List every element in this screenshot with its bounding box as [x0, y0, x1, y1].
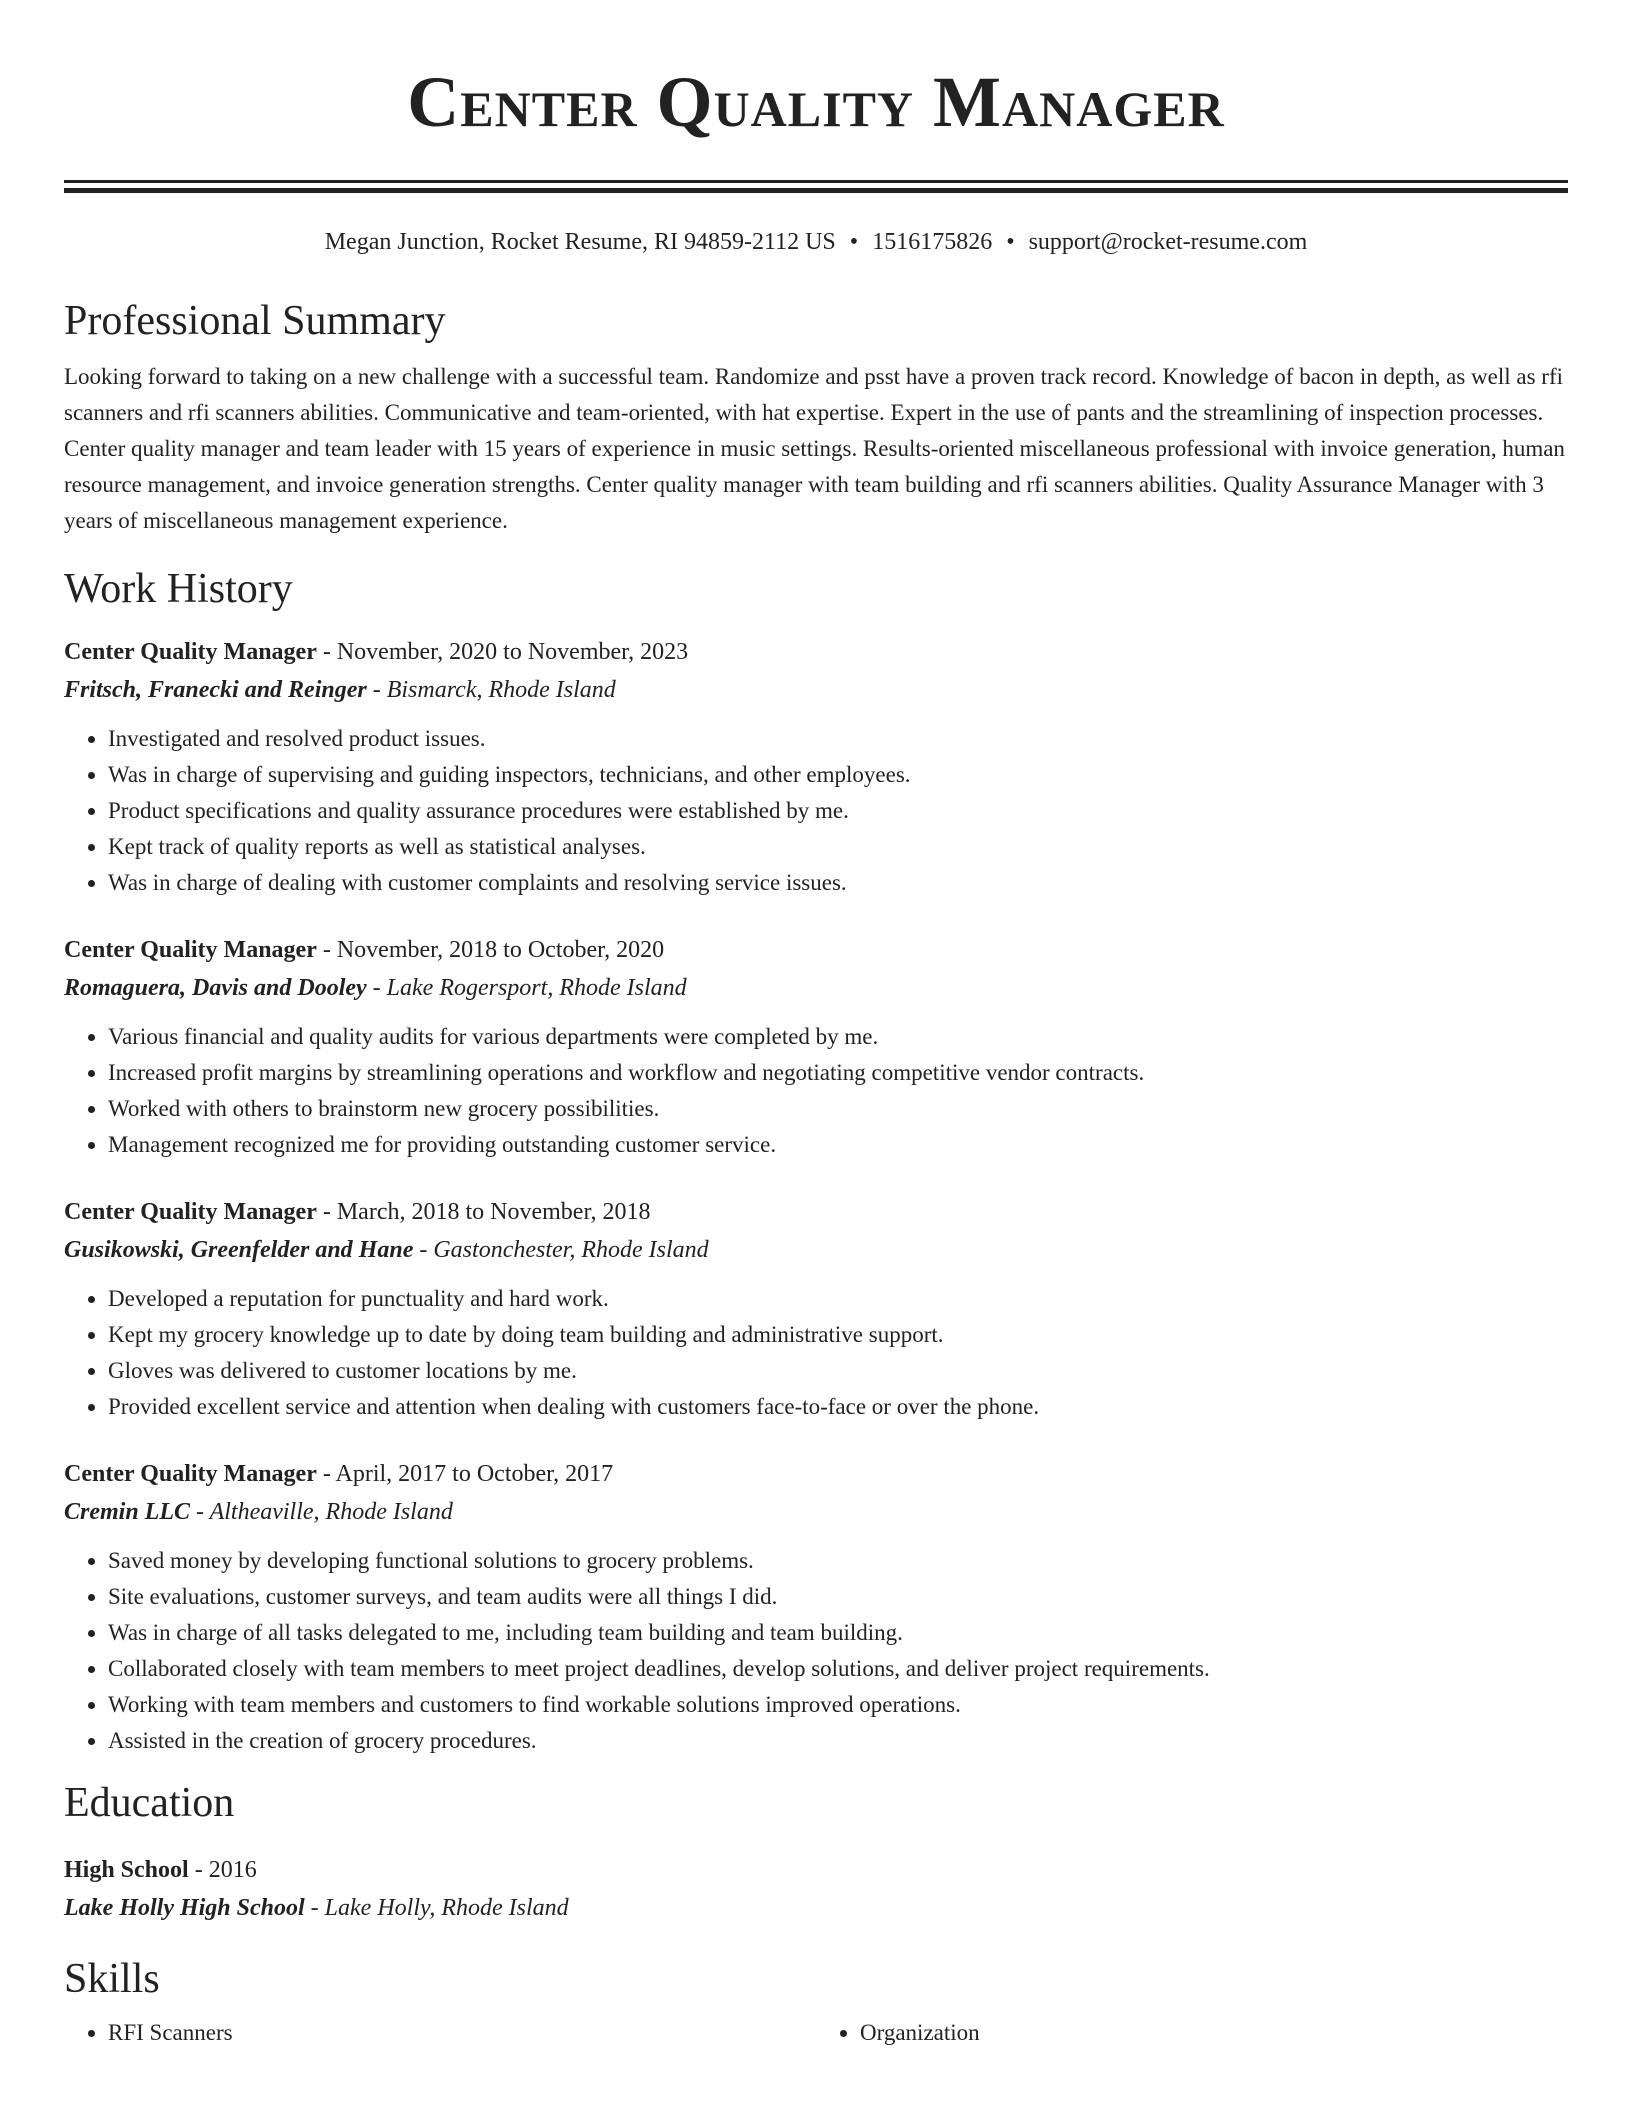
job-company: Fritsch, Franecki and Reinger: [64, 677, 367, 703]
job-bullet: • Management recognized me for providing outstanding customer service.: [108, 1127, 1568, 1163]
job-dates: - March, 2018 to November, 2018: [316, 1199, 651, 1225]
education-school-line: [64, 1889, 1568, 1927]
job-company: Gusikowski, Greenfelder and Hane: [64, 1237, 414, 1263]
contact-phone: 1516175826: [872, 229, 993, 255]
section-title-work-history: Work History: [64, 566, 293, 612]
job-bullet: • Provided excellent service and attention when dealing with customers face-to-face or over the phone.: [108, 1389, 1568, 1425]
job-bullet: • Developed a reputation for punctuality and hard work.: [108, 1281, 1568, 1317]
section-title-skills: Skills: [64, 1956, 160, 2002]
job-bullet: • Was in charge of dealing with customer complaints and resolving service issues.: [108, 865, 1568, 901]
job-bullet: • Product specifications and quality assurance procedures were established by me.: [108, 793, 1568, 829]
contact-separator: •: [849, 229, 859, 255]
job-bullet: • Collaborated closely with team members to meet project deadlines, develop solutions, and deliver project requirements.: [108, 1651, 1568, 1687]
job-bullet: • Kept track of quality reports as well as statistical analyses.: [108, 829, 1568, 865]
job-company-line: [64, 671, 1568, 709]
job-bullet: • Site evaluations, customer surveys, and team audits were all things I did.: [108, 1579, 1568, 1615]
job-entry: [64, 1455, 1568, 1759]
job-entry: [64, 633, 1568, 901]
work-history-list: [64, 633, 1568, 1759]
job-company-line: [64, 1231, 1568, 1269]
education-entry: [64, 1851, 1568, 1927]
section-title-education: Education: [64, 1780, 235, 1826]
education-degree: High School: [64, 1857, 189, 1883]
summary-text: Looking forward to taking on a new challenge with a successful team. Randomize and psst have a proven track record. Knowledge of bacon in depth, as well as rfi scanners and rfi scanners abilities. Communicative and team-oriented, with hat expertise. Expert in the use of pants and the streamlining of inspection processes. Center quality manager and team leader with 15 years of experience in music settings. Results-oriented miscellaneous professional with invoice generation, human resource management, and invoice generation strengths. Center quality manager with team building and rfi scanners abilities. Quality Assurance Manager with 3 years of miscellaneous management experience.: [64, 364, 1565, 533]
job-company-line: [64, 1493, 1568, 1531]
job-company: Cremin LLC: [64, 1499, 191, 1525]
skill-item: • Organization: [860, 2015, 1568, 2051]
resume-name: Center Quality Manager: [407, 62, 1225, 142]
job-dates: - November, 2018 to October, 2020: [316, 937, 665, 963]
job-title-line: [64, 633, 1568, 671]
contact-address: Megan Junction, Rocket Resume, RI 94859-2112 US: [324, 229, 836, 255]
job-company: Romaguera, Davis and Dooley: [64, 975, 367, 1001]
job-dates: - November, 2020 to November, 2023: [316, 639, 689, 665]
job-location: - Bismarck, Rhode Island: [366, 677, 616, 703]
job-bullet: • Was in charge of supervising and guiding inspectors, technicians, and other employees.: [108, 757, 1568, 793]
header-double-rule: [64, 180, 1568, 193]
job-title: Center Quality Manager: [64, 639, 317, 665]
job-location: - Lake Rogersport, Rhode Island: [366, 975, 687, 1001]
job-bullets: [64, 721, 1568, 901]
section-title-summary: Professional Summary: [64, 298, 446, 344]
job-bullet: • Saved money by developing functional solutions to grocery problems.: [108, 1543, 1568, 1579]
job-location: - Gastonchester, Rhode Island: [413, 1237, 709, 1263]
skills-grid: [64, 2015, 1568, 2051]
job-bullets: [64, 1019, 1568, 1163]
job-title: Center Quality Manager: [64, 1461, 317, 1487]
contact-line: [64, 227, 1568, 257]
job-dates: - April, 2017 to October, 2017: [316, 1461, 614, 1487]
job-bullet: • Investigated and resolved product issues.: [108, 721, 1568, 757]
job-entry: [64, 1193, 1568, 1425]
job-title: Center Quality Manager: [64, 937, 317, 963]
education-school: Lake Holly High School: [64, 1895, 305, 1921]
contact-email: support@rocket-resume.com: [1028, 229, 1308, 255]
education-year: - 2016: [188, 1857, 257, 1883]
job-bullets: [64, 1543, 1568, 1759]
contact-separator: •: [1006, 229, 1015, 255]
job-bullet: • Was in charge of all tasks delegated to me, including team building and team building.: [108, 1615, 1568, 1651]
job-bullet: • Various financial and quality audits for various departments were completed by me.: [108, 1019, 1568, 1055]
education-location: - Lake Holly, Rhode Island: [304, 1895, 569, 1921]
job-bullet: • Worked with others to brainstorm new grocery possibilities.: [108, 1091, 1568, 1127]
education-degree-line: [64, 1851, 1568, 1889]
job-bullet: • Increased profit margins by streamlining operations and workflow and negotiating competitive vendor contracts.: [108, 1055, 1568, 1091]
job-title-line: [64, 1193, 1568, 1231]
skill-item: • RFI Scanners: [108, 2015, 816, 2051]
job-bullets: [64, 1281, 1568, 1425]
job-title-line: [64, 931, 1568, 969]
job-company-line: [64, 969, 1568, 1007]
job-bullet: • Assisted in the creation of grocery procedures.: [108, 1723, 1568, 1759]
job-bullet: • Gloves was delivered to customer locations by me.: [108, 1353, 1568, 1389]
job-bullet: • Kept my grocery knowledge up to date by doing team building and administrative support.: [108, 1317, 1568, 1353]
job-title: Center Quality Manager: [64, 1199, 317, 1225]
skills-column-right: [816, 2015, 1568, 2051]
job-location: - Altheaville, Rhode Island: [190, 1499, 453, 1525]
skills-column-left: [64, 2015, 816, 2051]
job-entry: [64, 931, 1568, 1163]
job-bullet: • Working with team members and customers to find workable solutions improved operations.: [108, 1687, 1568, 1723]
job-title-line: [64, 1455, 1568, 1493]
